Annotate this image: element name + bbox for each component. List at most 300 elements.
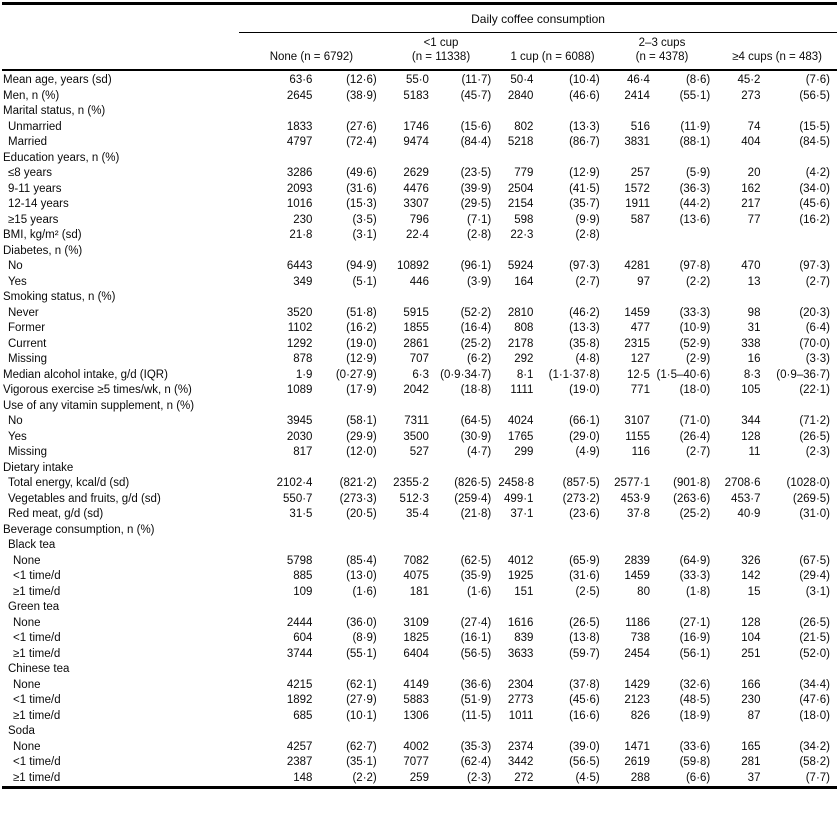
percent-cell: (51·8) xyxy=(346,306,377,319)
table-row xyxy=(2,368,837,384)
label-column-header xyxy=(2,33,239,71)
percent-cell: (18·8) xyxy=(460,384,492,396)
value-cell: 1892 xyxy=(286,694,313,706)
value-cell: 2030 xyxy=(286,430,313,443)
value-cell xyxy=(239,662,317,678)
percent-cell xyxy=(538,151,606,167)
value-cell: 516 xyxy=(630,120,650,133)
value-cell: 46·4 xyxy=(626,74,650,86)
percent-cell xyxy=(434,290,498,306)
column-header-line2: None (n = 6792) xyxy=(269,51,354,63)
table-row xyxy=(2,647,837,663)
row-label: Yes xyxy=(8,275,27,288)
value-cell: 13 xyxy=(747,275,761,288)
value-cell xyxy=(717,151,765,167)
percent-cell: (27·9) xyxy=(346,694,377,706)
value-cell: 527 xyxy=(409,446,429,458)
row-label: ≥1 time/d xyxy=(13,585,61,598)
value-cell: 5218 xyxy=(507,136,534,148)
row-label: Vigorous exercise ≥5 times/wk, n (%) xyxy=(3,384,192,396)
table-row xyxy=(2,244,837,260)
value-cell xyxy=(498,244,538,260)
column-header-2to3cups xyxy=(607,33,718,71)
percent-cell xyxy=(765,461,837,477)
percent-cell: (29·9) xyxy=(346,430,377,443)
percent-cell: (3·5) xyxy=(352,213,377,226)
percent-cell: (4·8) xyxy=(575,353,600,365)
value-cell xyxy=(717,600,765,616)
value-cell xyxy=(239,104,317,120)
column-header-line2: (n = 4378) xyxy=(635,51,689,63)
table-row xyxy=(2,430,837,446)
column-header-row xyxy=(2,33,837,71)
column-header-line1: <1 cup xyxy=(423,37,459,49)
percent-cell xyxy=(317,104,383,120)
value-cell: 273 xyxy=(741,89,761,102)
value-cell xyxy=(384,600,434,616)
percent-cell xyxy=(434,600,498,616)
percent-cell: (18·0) xyxy=(679,384,711,396)
table-header xyxy=(2,4,837,71)
table-row xyxy=(2,166,837,182)
table-row xyxy=(2,228,837,244)
value-cell xyxy=(498,724,538,740)
percent-cell: (23·6) xyxy=(569,508,600,520)
percent-cell xyxy=(765,151,837,167)
row-label: Missing xyxy=(8,353,47,365)
row-label: Vegetables and fruits, g/d (sd) xyxy=(8,492,161,505)
value-cell: 4215 xyxy=(286,678,313,691)
percent-cell xyxy=(655,662,717,678)
value-cell: 9474 xyxy=(403,136,429,148)
value-cell: 7082 xyxy=(403,554,429,567)
percent-cell xyxy=(538,290,606,306)
value-cell: 3109 xyxy=(403,616,429,629)
percent-cell: (6·4) xyxy=(805,322,830,334)
percent-cell: (12·9) xyxy=(346,353,377,365)
row-label: Marital status, n (%) xyxy=(3,105,106,117)
value-cell: 1155 xyxy=(625,430,650,443)
value-cell: 2629 xyxy=(403,167,429,179)
percent-cell: (64·9) xyxy=(679,554,711,567)
value-cell xyxy=(384,151,434,167)
value-cell: 45·2 xyxy=(737,74,761,86)
percent-cell: (2·3) xyxy=(805,446,830,458)
value-cell: 4075 xyxy=(403,570,429,582)
percent-cell xyxy=(434,244,498,260)
percent-cell: (35·1) xyxy=(346,756,377,768)
percent-cell: (97·3) xyxy=(799,260,830,272)
percent-cell xyxy=(317,399,383,415)
value-cell: 4281 xyxy=(624,260,650,272)
value-cell xyxy=(717,244,765,260)
value-cell: 2861 xyxy=(403,337,429,350)
table-spanner: Daily coffee consumption xyxy=(239,4,837,33)
row-label: Chinese tea xyxy=(8,663,70,675)
percent-cell: (2·7) xyxy=(805,275,830,288)
percent-cell: (94·9) xyxy=(346,260,377,272)
value-cell: 11 xyxy=(748,446,761,458)
percent-cell: (48·5) xyxy=(679,694,711,706)
value-cell xyxy=(239,461,317,477)
value-cell: 2444 xyxy=(286,616,313,629)
row-label: Black tea xyxy=(8,539,56,551)
percent-cell: (59·7) xyxy=(569,647,600,660)
percent-cell xyxy=(655,151,717,167)
percent-cell xyxy=(317,151,383,167)
table-row xyxy=(2,70,837,89)
value-cell: 2154 xyxy=(507,198,534,210)
percent-cell: (56·5) xyxy=(460,647,492,660)
value-cell: 217 xyxy=(741,198,761,210)
percent-cell xyxy=(538,244,606,260)
value-cell: 2414 xyxy=(624,89,650,102)
percent-cell: (62·7) xyxy=(346,740,377,753)
row-label: Unmarried xyxy=(8,120,62,133)
value-cell: 2619 xyxy=(624,756,650,768)
row-label: No xyxy=(8,260,23,272)
value-cell: 4476 xyxy=(403,182,429,195)
value-cell xyxy=(384,662,434,678)
percent-cell: (26·4) xyxy=(679,430,711,443)
percent-cell: (10·9) xyxy=(679,322,711,334)
value-cell: 2645 xyxy=(286,89,313,102)
percent-cell: (27·1) xyxy=(679,616,711,629)
value-cell: 10892 xyxy=(396,260,429,272)
percent-cell: (15·5) xyxy=(799,120,830,133)
value-cell: 1471 xyxy=(624,740,650,753)
value-cell: 165 xyxy=(741,740,761,753)
percent-cell: (4·2) xyxy=(805,167,830,179)
percent-cell: (263·6) xyxy=(673,492,711,505)
value-cell: 5915 xyxy=(403,306,429,319)
value-cell: 1·9 xyxy=(295,368,313,381)
table-row xyxy=(2,414,837,430)
percent-cell: (8·6) xyxy=(685,74,711,86)
percent-cell: (70·0) xyxy=(799,337,830,350)
percent-cell: (86·7) xyxy=(569,136,600,148)
percent-cell: (34·2) xyxy=(799,740,830,753)
value-cell xyxy=(717,724,765,740)
value-cell: 259 xyxy=(409,771,429,784)
value-cell: 109 xyxy=(293,585,313,598)
value-cell: 8·3 xyxy=(743,368,761,381)
percent-cell xyxy=(765,244,837,260)
percent-cell: (25·2) xyxy=(679,508,711,520)
value-cell: 344 xyxy=(741,415,761,427)
table-row xyxy=(2,569,837,585)
percent-cell: (273·3) xyxy=(339,492,377,505)
value-cell: 2504 xyxy=(507,182,534,195)
percent-cell: (56·5) xyxy=(569,756,600,768)
percent-cell: (97·3) xyxy=(569,260,600,272)
percent-cell: (0·27·9) xyxy=(335,368,377,381)
percent-cell: (52·2) xyxy=(460,306,492,319)
percent-cell: (35·9) xyxy=(460,570,492,582)
value-cell xyxy=(239,538,317,554)
value-cell: 796 xyxy=(409,213,429,226)
value-cell: 2093 xyxy=(286,182,313,195)
value-cell: 21·8 xyxy=(289,229,313,241)
percent-cell: (26·5) xyxy=(569,616,600,629)
row-label: <1 time/d xyxy=(13,570,61,582)
value-cell xyxy=(717,399,765,415)
value-cell: 1855 xyxy=(403,322,429,334)
percent-cell: (2·7) xyxy=(685,446,711,458)
table-row xyxy=(2,135,837,151)
value-cell: 707 xyxy=(409,353,429,365)
percent-cell: (44·2) xyxy=(679,198,711,210)
percent-cell: (6·2) xyxy=(466,353,492,365)
percent-cell xyxy=(538,461,606,477)
value-cell: 550·7 xyxy=(283,492,313,505)
value-cell: 446 xyxy=(409,275,429,288)
percent-cell: (18·0) xyxy=(799,709,830,722)
row-label: 12-14 years xyxy=(8,198,69,210)
row-label: <1 time/d xyxy=(13,632,61,644)
percent-cell: (65·9) xyxy=(569,554,600,567)
value-cell xyxy=(607,228,655,244)
value-cell: 292 xyxy=(514,353,534,365)
value-cell: 453·7 xyxy=(731,492,761,505)
value-cell: 7311 xyxy=(404,415,429,427)
value-cell xyxy=(498,662,538,678)
value-cell: 151 xyxy=(514,585,534,598)
value-cell xyxy=(607,244,655,260)
percent-cell: (857·5) xyxy=(562,477,600,489)
value-cell: 8·1 xyxy=(516,368,534,381)
table-row xyxy=(2,492,837,508)
percent-cell: (2·5) xyxy=(575,585,600,598)
value-cell xyxy=(498,104,538,120)
percent-cell: (2·8) xyxy=(575,229,600,241)
percent-cell: (12·6) xyxy=(346,74,377,86)
value-cell: 4797 xyxy=(286,136,313,148)
percent-cell: (7·6) xyxy=(805,74,830,86)
table-row xyxy=(2,306,837,322)
value-cell: 1833 xyxy=(286,120,313,133)
table-row xyxy=(2,693,837,709)
row-label: Soda xyxy=(8,725,35,737)
percent-cell: (26·5) xyxy=(799,430,830,443)
row-label: Men, n (%) xyxy=(3,89,60,102)
percent-cell: (32·6) xyxy=(679,678,711,691)
value-cell: 31 xyxy=(747,322,761,334)
value-cell: 2102·4 xyxy=(276,477,313,489)
table-row xyxy=(2,197,837,213)
value-cell: 4024 xyxy=(507,415,534,427)
value-cell: 3520 xyxy=(286,306,313,319)
row-label: ≥1 time/d xyxy=(13,709,61,722)
percent-cell: (31·6) xyxy=(346,182,377,195)
percent-cell: (5·9) xyxy=(685,167,711,179)
percent-cell: (826·5) xyxy=(454,477,492,489)
value-cell xyxy=(239,244,317,260)
value-cell xyxy=(607,151,655,167)
percent-cell xyxy=(655,461,717,477)
percent-cell: (52·9) xyxy=(679,337,711,350)
table-row xyxy=(2,709,837,725)
percent-cell: (31·6) xyxy=(569,570,600,582)
value-cell xyxy=(239,600,317,616)
percent-cell: (96·1) xyxy=(460,260,492,272)
table-row xyxy=(2,290,837,306)
value-cell xyxy=(384,461,434,477)
percent-cell: (62·4) xyxy=(460,756,492,768)
percent-cell: (20·3) xyxy=(799,306,830,319)
table-row xyxy=(2,771,837,788)
percent-cell xyxy=(655,228,717,244)
value-cell: 2458·8 xyxy=(498,477,535,489)
row-label: Never xyxy=(8,306,39,319)
percent-cell xyxy=(655,600,717,616)
value-cell: 2839 xyxy=(624,554,650,567)
value-cell: 40·9 xyxy=(737,508,761,520)
value-cell xyxy=(239,151,317,167)
percent-cell: (1·6) xyxy=(352,585,377,598)
value-cell: 35·4 xyxy=(405,508,429,520)
value-cell xyxy=(717,461,765,477)
value-cell: 1459 xyxy=(624,570,650,582)
percent-cell: (16·9) xyxy=(679,632,711,644)
percent-cell: (13·3) xyxy=(569,322,600,334)
row-label: Green tea xyxy=(8,601,60,613)
value-cell: 1572 xyxy=(624,182,650,195)
percent-cell xyxy=(765,399,837,415)
percent-cell xyxy=(317,724,383,740)
row-label: No xyxy=(8,415,23,427)
percent-cell xyxy=(434,523,498,539)
percent-cell: (16·4) xyxy=(460,322,492,334)
row-label: None xyxy=(13,616,41,629)
table-row xyxy=(2,600,837,616)
row-label: Yes xyxy=(8,430,27,443)
row-label: Former xyxy=(8,322,46,334)
percent-cell: (35·8) xyxy=(569,337,600,350)
percent-cell: (821·2) xyxy=(339,477,377,489)
value-cell: 587 xyxy=(630,213,650,226)
row-label: ≥1 time/d xyxy=(13,647,61,660)
value-cell: 2708·6 xyxy=(724,477,761,489)
percent-cell: (269·5) xyxy=(792,492,830,505)
percent-cell: (26·5) xyxy=(799,616,830,629)
percent-cell: (35·7) xyxy=(569,198,600,210)
percent-cell xyxy=(765,600,837,616)
percent-cell: (58·1) xyxy=(346,415,377,427)
value-cell: 1765 xyxy=(507,430,534,443)
percent-cell xyxy=(434,104,498,120)
percent-cell: (66·1) xyxy=(569,415,600,427)
percent-cell xyxy=(765,290,837,306)
percent-cell: (36·6) xyxy=(460,678,492,691)
percent-cell: (0·9–36·7) xyxy=(776,368,830,381)
percent-cell: (5·1) xyxy=(352,275,377,288)
value-cell: 1746 xyxy=(403,120,429,133)
value-cell: 2454 xyxy=(624,647,650,660)
percent-cell xyxy=(765,523,837,539)
percent-cell: (259·4) xyxy=(454,492,492,505)
value-cell: 37·1 xyxy=(510,508,534,520)
value-cell: 685 xyxy=(293,709,313,722)
value-cell: 7077 xyxy=(403,756,429,768)
row-label: <1 time/d xyxy=(13,694,61,706)
percent-cell xyxy=(655,244,717,260)
value-cell: 3286 xyxy=(286,167,313,179)
value-cell xyxy=(717,104,765,120)
value-cell: 1089 xyxy=(286,384,313,396)
value-cell: 50·4 xyxy=(510,74,534,86)
value-cell: 1911 xyxy=(625,198,650,210)
value-cell: 230 xyxy=(293,213,313,226)
value-cell: 128 xyxy=(741,430,761,443)
percent-cell: (2·3) xyxy=(466,771,492,784)
column-header-line2: 1 cup (n = 6088) xyxy=(510,51,595,63)
value-cell xyxy=(607,662,655,678)
percent-cell: (45·6) xyxy=(569,694,600,706)
value-cell xyxy=(607,104,655,120)
percent-cell: (19·0) xyxy=(569,384,600,396)
table-row xyxy=(2,89,837,105)
percent-cell: (0·9·34·7) xyxy=(440,368,492,381)
percent-cell: (4·5) xyxy=(575,771,600,784)
percent-cell: (2·2) xyxy=(685,275,711,288)
value-cell: 2123 xyxy=(624,694,650,706)
value-cell: 2810 xyxy=(507,306,534,319)
percent-cell: (55·1) xyxy=(346,647,377,660)
row-label: ≥1 time/d xyxy=(13,771,61,784)
value-cell xyxy=(498,290,538,306)
value-cell: 148 xyxy=(293,771,313,784)
percent-cell: (58·2) xyxy=(799,756,830,768)
percent-cell: (25·2) xyxy=(460,337,492,350)
value-cell: 349 xyxy=(293,275,313,288)
row-label: ≤8 years xyxy=(8,167,53,179)
percent-cell xyxy=(317,523,383,539)
table-row xyxy=(2,352,837,368)
percent-cell: (16·6) xyxy=(569,709,600,722)
value-cell: 2577·1 xyxy=(614,477,650,489)
row-label: None xyxy=(13,554,41,567)
column-header-line2: (n = 11338) xyxy=(411,51,471,63)
value-cell: 22·4 xyxy=(405,229,429,241)
percent-cell xyxy=(655,724,717,740)
percent-cell: (62·5) xyxy=(460,554,492,567)
percent-cell: (84·4) xyxy=(460,136,492,148)
value-cell: 3442 xyxy=(507,756,534,768)
value-cell xyxy=(384,104,434,120)
percent-cell: (29·5) xyxy=(460,198,492,210)
percent-cell: (59·8) xyxy=(679,756,711,768)
percent-cell: (64·5) xyxy=(460,415,492,427)
value-cell: 512·3 xyxy=(399,492,429,505)
percent-cell xyxy=(765,538,837,554)
percent-cell xyxy=(538,600,606,616)
value-cell: 1111 xyxy=(510,384,534,396)
value-cell: 3307 xyxy=(403,198,429,210)
value-cell: 164 xyxy=(514,275,534,288)
column-header-line1: 2–3 cups xyxy=(638,37,686,49)
value-cell: 4257 xyxy=(286,740,313,753)
percent-cell: (2·9) xyxy=(685,353,711,365)
percent-cell: (21·5) xyxy=(799,632,830,644)
value-cell xyxy=(717,523,765,539)
row-label: 9-11 years xyxy=(8,182,62,195)
percent-cell: (36·3) xyxy=(679,182,711,195)
value-cell xyxy=(717,228,765,244)
percent-cell: (71·0) xyxy=(679,415,711,427)
value-cell: 885 xyxy=(293,570,313,582)
percent-cell: (72·4) xyxy=(346,136,377,148)
